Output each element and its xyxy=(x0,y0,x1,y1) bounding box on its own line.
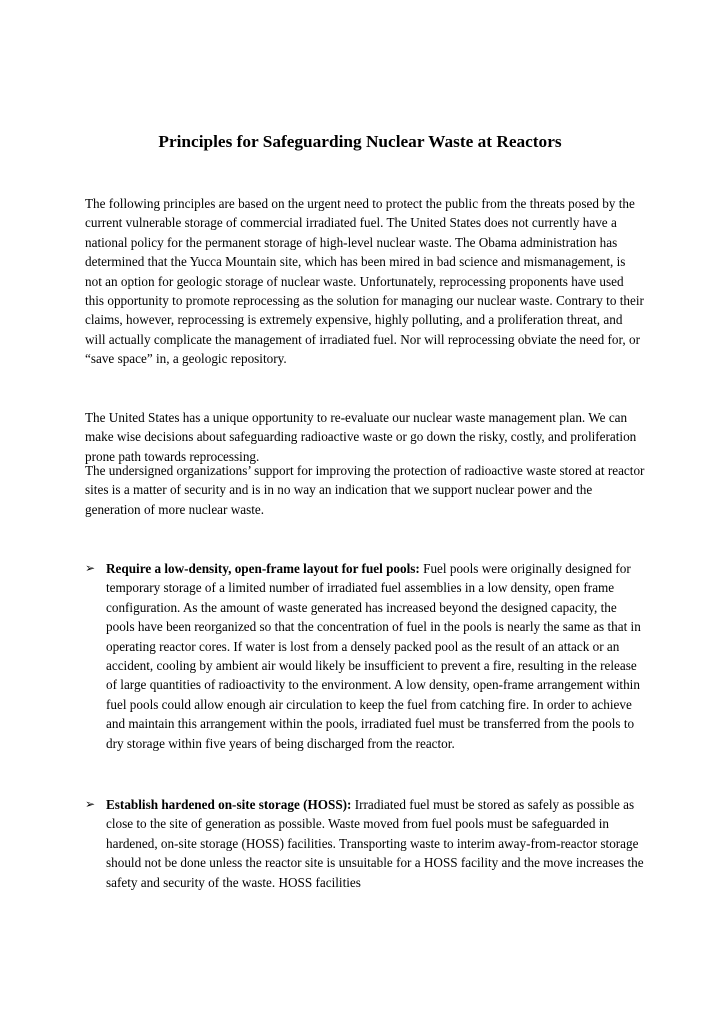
arrow-bullet-icon: ➢ xyxy=(85,561,96,575)
bullet-heading: Establish hardened on-site storage (HOSS): xyxy=(106,797,352,812)
bullet-item-hoss xyxy=(85,795,645,892)
bullet-body xyxy=(106,559,645,753)
bullet-text: Fuel pools were originally designed for temporary storage of a limited number of irradiated fuel assemblies in a low density, open frame configuration. As the amount of waste generated has increased beyond the designed capacity, the pools have been reorganized so that the concentration of fuel in the pools is nearly the same as that in operating reactor cores. If water is lost from a densely packed pool as the result of an attack or an accident, cooling by ambient air would likely be insufficient to prevent a fire, resulting in the release of large quantities of radioactivity to the environment. A low density, open-frame arrangement within fuel pools could allow enough air circulation to keep the fuel from catching fire. In order to achieve and maintain this arrangement within the pools, irradiated fuel must be transferred from the pools to dry storage within five years of being discharged from the reactor. xyxy=(106,561,641,751)
document-title: Principles for Safeguarding Nuclear Waste at Reactors xyxy=(158,132,562,151)
bullet-heading: Require a low-density, open-frame layout for fuel pools: xyxy=(106,561,420,576)
support-paragraph: The undersigned organizations’ support for improving the protection of radioactive waste stored at reactor sites is a matter of security and is in no way an indication that we support nuclear power and the generation of more nuclear waste. xyxy=(85,463,645,517)
opportunity-paragraph: The United States has a unique opportunity to re-evaluate our nuclear waste management plan. We can make wise decisions about safeguarding radioactive waste or go down the risky, costly, and proliferation prone path towards reprocessing. xyxy=(85,410,637,464)
intro-paragraph: The following principles are based on the urgent need to protect the public from the threats posed by the current vulnerable storage of commercial irradiated fuel. The United States does not currently have a national policy for the permanent storage of high-level nuclear waste. The Obama administration has determined that the Yucca Mountain site, which has been mired in bad science and mismanagement, is not an option for geologic storage of nuclear waste. Unfortunately, reprocessing proponents have used this opportunity to promote reprocessing as the solution for managing our nuclear waste. Contrary to their claims, however, reprocessing is extremely expensive, highly polluting, and a proliferation threat, and will actually complicate the management of irradiated fuel. Nor will reprocessing obviate the need for, or “save space” in, a geologic repository. xyxy=(85,196,644,367)
bullet-body xyxy=(106,795,645,892)
arrow-bullet-icon: ➢ xyxy=(85,797,96,811)
bullet-text: Irradiated fuel must be stored as safely as possible as close to the site of generation as possible. Waste moved from fuel pools must be safeguarded in hardened, on-site storage (HOSS) facilities. Transporting waste to interim away-from-reactor storage should not be done unless the reactor site is unsuitable for a HOSS facility and the move increases the safety and security of the waste. HOSS facilities xyxy=(106,797,644,890)
bullet-item-fuel-pools xyxy=(85,559,645,753)
